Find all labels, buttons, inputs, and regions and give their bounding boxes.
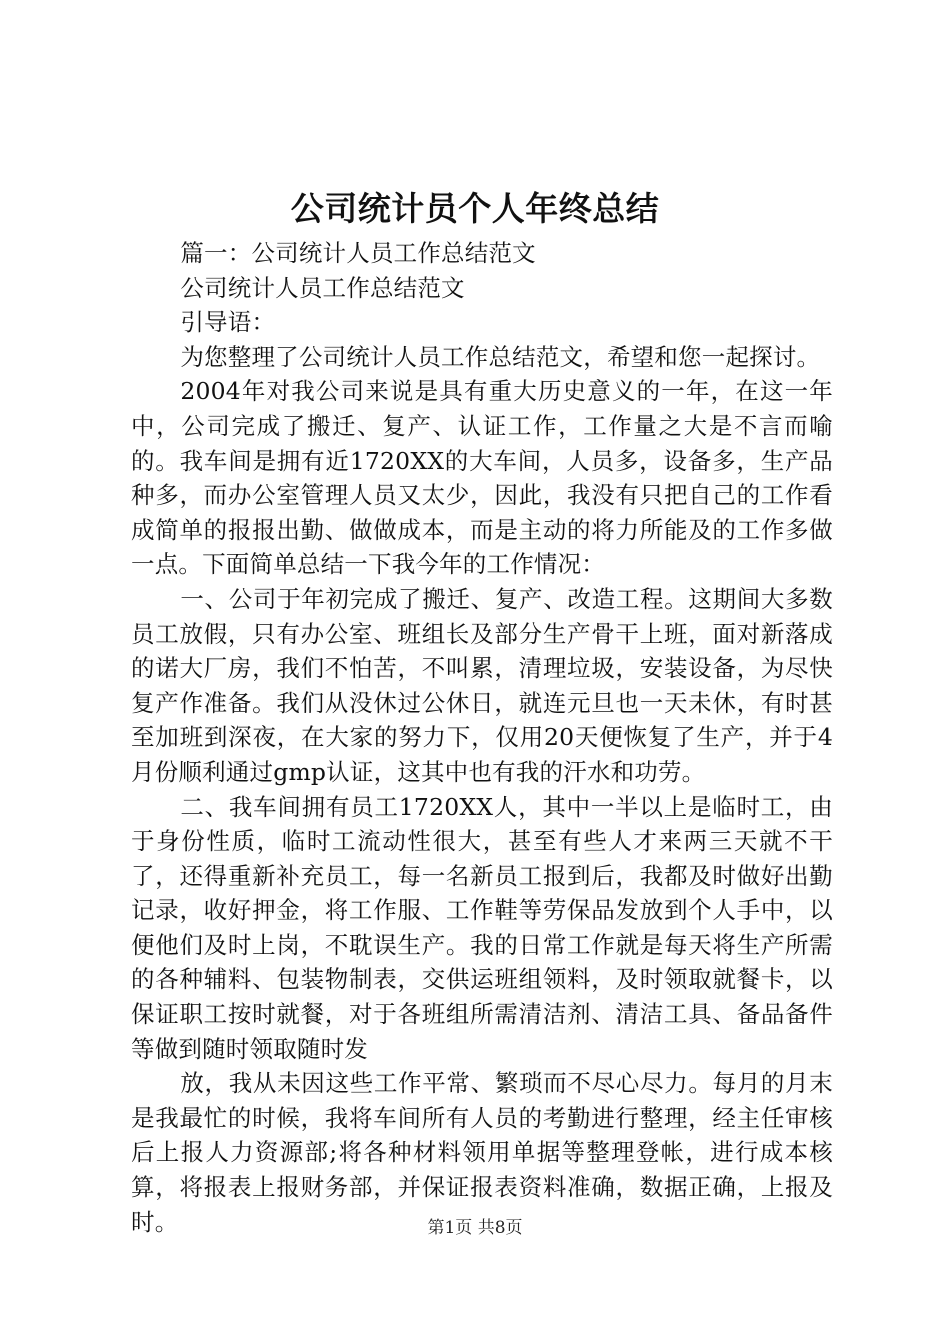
body-paragraph: 2004年对我公司来说是具有重大历史意义的一年，在这一年中，公司完成了搬迁、复产、认证工作，工作量之大是不言而喻的。我车间是拥有近1720XX的大车间，人员多，设备多，生产品种多，而办公室管理人员又太少，因此，我没有只把自己的工作看成简单的报报出勤、做做成本，而是主动的将力所能及的工作多做一点。下面简单总结一下我今年的工作情况： <box>131 377 833 579</box>
intro-label: 引导语： <box>180 308 276 337</box>
body-paragraph: 二、我车间拥有员工1720XX人，其中一半以上是临时工，由于身份性质，临时工流动性很大，甚至有些人才来两三天就不干了，还得重新补充员工，每一名新员工报到后，我都及时做好出勤记录，收好押金，将工作服、工作鞋等劳保品发放到个人手中，以便他们及时上岗，不耽误生产。我的日常工作就是每天将生产所需的各种辅料、包装物制表，交供运班组领料，及时领取就餐卡，以保证职工按时就餐，对于各班组所需清洁剂、清洁工具、备品备件等做到随时领取随时发 <box>131 792 833 1063</box>
body-paragraph: 放，我从未因这些工作平常、繁琐而不尽心尽力。每月的月末是我最忙的时候，我将车间所有人员的考勤进行整理，经主任审核后上报人力资源部;将各种材料领用单据等整理登帐，进行成本核算，将报表上报财务部，并保证报表资料准确，数据正确，上报及时。 <box>131 1069 833 1236</box>
body-paragraph: 为您整理了公司统计人员工作总结范文，希望和您一起探讨。 <box>180 342 821 371</box>
page-number-footer: 第1页 共8页 <box>427 1218 523 1238</box>
body-paragraph: 一、公司于年初完成了搬迁、复产、改造工程。这期间大多数员工放假，只有办公室、班组长及部分生产骨干上班，面对新落成的诺大厂房，我们不怕苦，不叫累，清理垃圾，安装设备，为尽快复产作准备。我们从没休过公休日，就连元旦也一天未休，有时甚至加班到深夜，在大家的努力下，仅用20天便恢复了生产，并于4月份顺利通过gmp认证，这其中也有我的汗水和功劳。 <box>131 584 833 786</box>
section-heading: 篇一：公司统计人员工作总结范文 <box>180 239 536 267</box>
document-title: 公司统计员个人年终总结 <box>290 189 660 228</box>
subtitle-line: 公司统计人员工作总结范文 <box>180 273 465 302</box>
document-body <box>131 236 833 1239</box>
